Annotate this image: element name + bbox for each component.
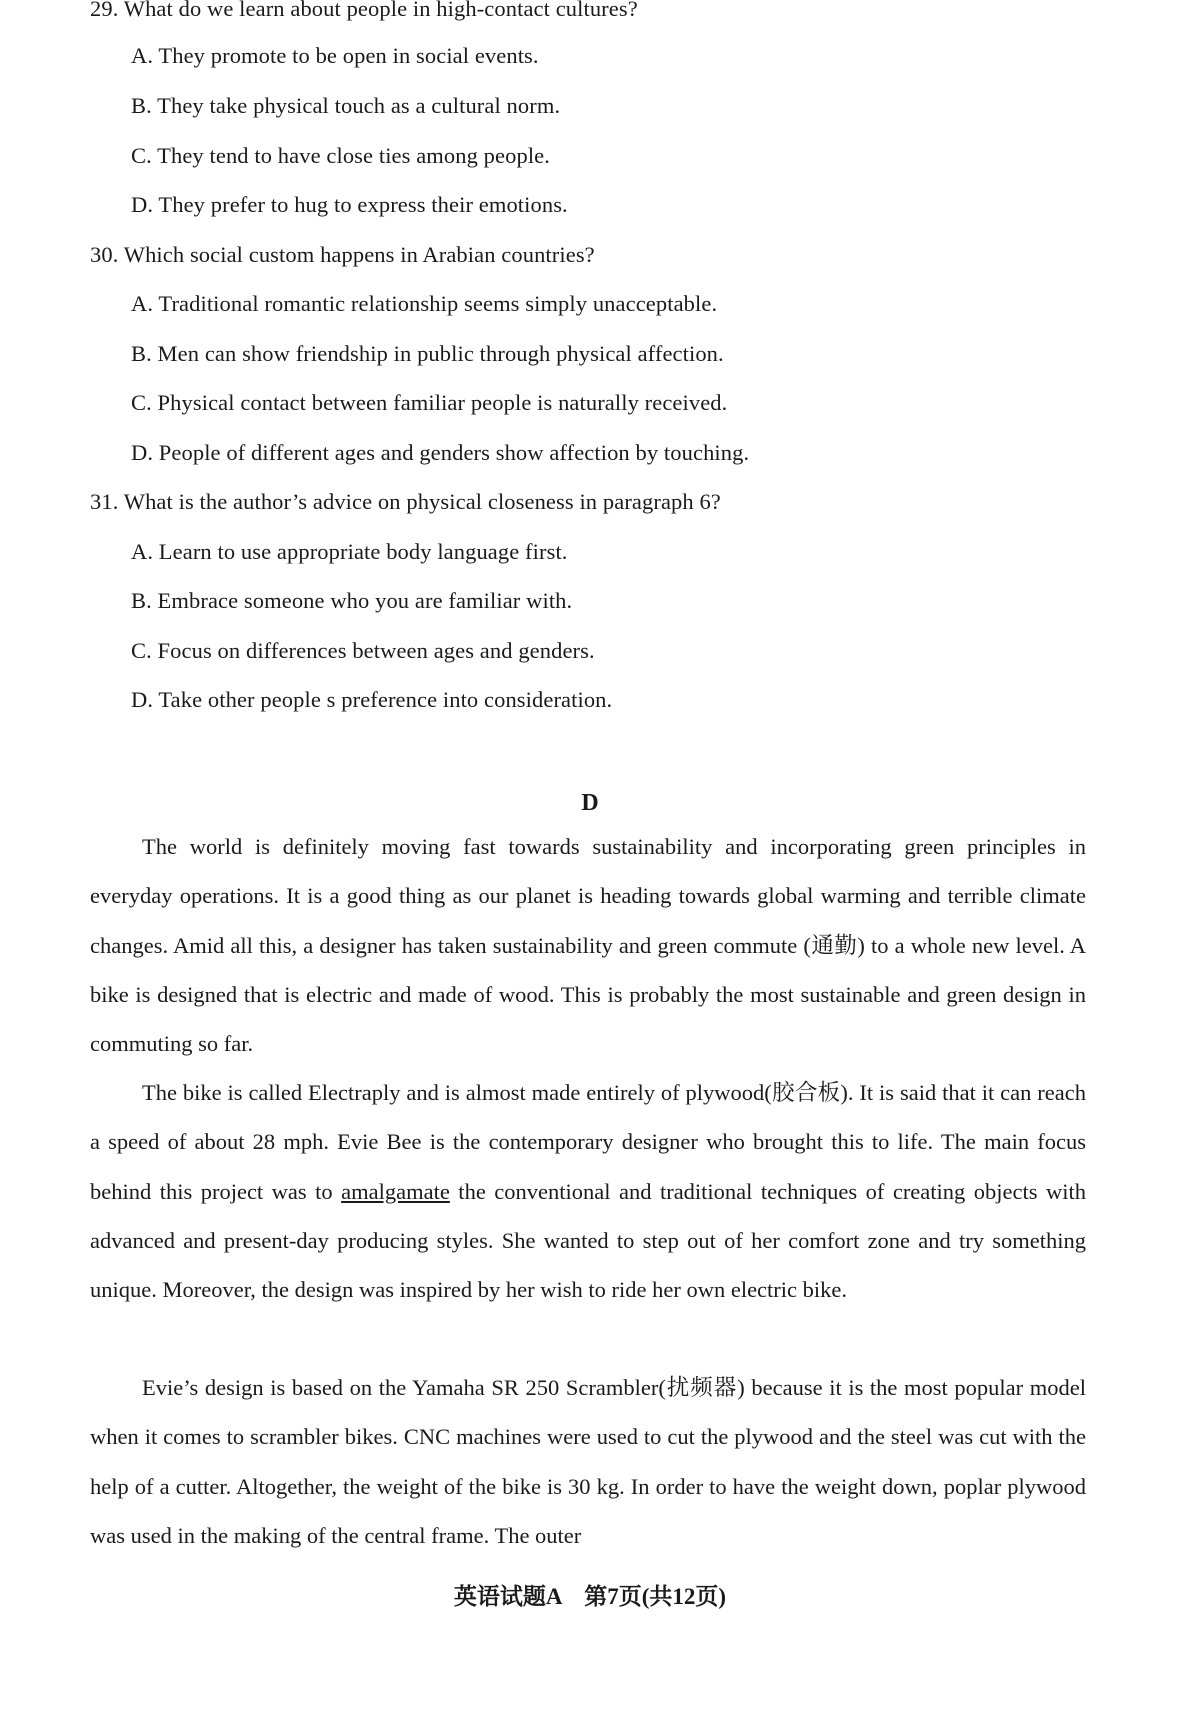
question-31-option-a: A. Learn to use appropriate body language first.: [131, 539, 568, 564]
passage-paragraph-2: [90, 1068, 1086, 1314]
paragraph-2-text-before: The bike is called Electraply and is almost made entirely of plywood(胶合板). It is said that it can reach a speed of about 28 mph. Evie Bee is the contemporary designer who brought this to life. The main focus behind this project was to: [90, 1080, 1086, 1204]
paragraph-2-text-after: the conventional and traditional techniques of creating objects with advanced and present-day producing styles. She wanted to step out of her comfort zone and try something unique. Moreover, the design was inspired by her wish to ride her own electric bike.: [90, 1178, 1086, 1303]
section-title: D: [581, 790, 599, 816]
passage-paragraph-1: The world is definitely moving fast towards sustainability and incorporating green principles in everyday operations. It is a good thing as our planet is heading towards global warming and terrible climate changes. Amid all this, a designer has taken sustainability and green commute (通勤) to a whole new level. A bike is designed that is electric and made of wood. This is probably the most sustainable and green design in commuting so far.: [90, 834, 1086, 1057]
question-30-stem: 30. Which social custom happens in Arabian countries?: [90, 242, 595, 267]
passage-paragraph-3: Evie’s design is based on the Yamaha SR 250 Scrambler(扰频器) because it is the most popular model when it comes to scrambler bikes. CNC machines were used to cut the plywood and the steel was cut with the help of a cutter. Altogether, the weight of the bike is 30 kg. In order to have the weight down, poplar plywood was used in the making of the central frame. The outer: [90, 1375, 1086, 1548]
question-31-option-b: B. Embrace someone who you are familiar with.: [131, 588, 573, 613]
question-29-option-a: A. They promote to be open in social events.: [131, 43, 539, 68]
question-30-option-d: D. People of different ages and genders show affection by touching.: [131, 440, 750, 465]
question-29-option-b: B. They take physical touch as a cultural norm.: [131, 93, 561, 118]
underlined-word-amalgamate: amalgamate: [341, 1178, 450, 1204]
question-30-option-b: B. Men can show friendship in public through physical affection.: [131, 341, 724, 366]
question-31-option-c: C. Focus on differences between ages and genders.: [131, 638, 595, 663]
question-30-option-c: C. Physical contact between familiar people is naturally received.: [131, 390, 728, 415]
question-29-option-d: D. They prefer to hug to express their emotions.: [131, 192, 568, 217]
question-30-option-a: A. Traditional romantic relationship seems simply unacceptable.: [131, 291, 718, 316]
question-29-option-c: C. They tend to have close ties among people.: [131, 143, 550, 168]
question-31-stem: 31. What is the author’s advice on physical closeness in paragraph 6?: [90, 489, 721, 514]
question-29-stem: 29. What do we learn about people in high-contact cultures?: [90, 0, 638, 21]
page-footer: 英语试题A 第7页(共12页): [453, 1584, 727, 1609]
question-31-option-d: D. Take other people s preference into consideration.: [131, 687, 613, 712]
